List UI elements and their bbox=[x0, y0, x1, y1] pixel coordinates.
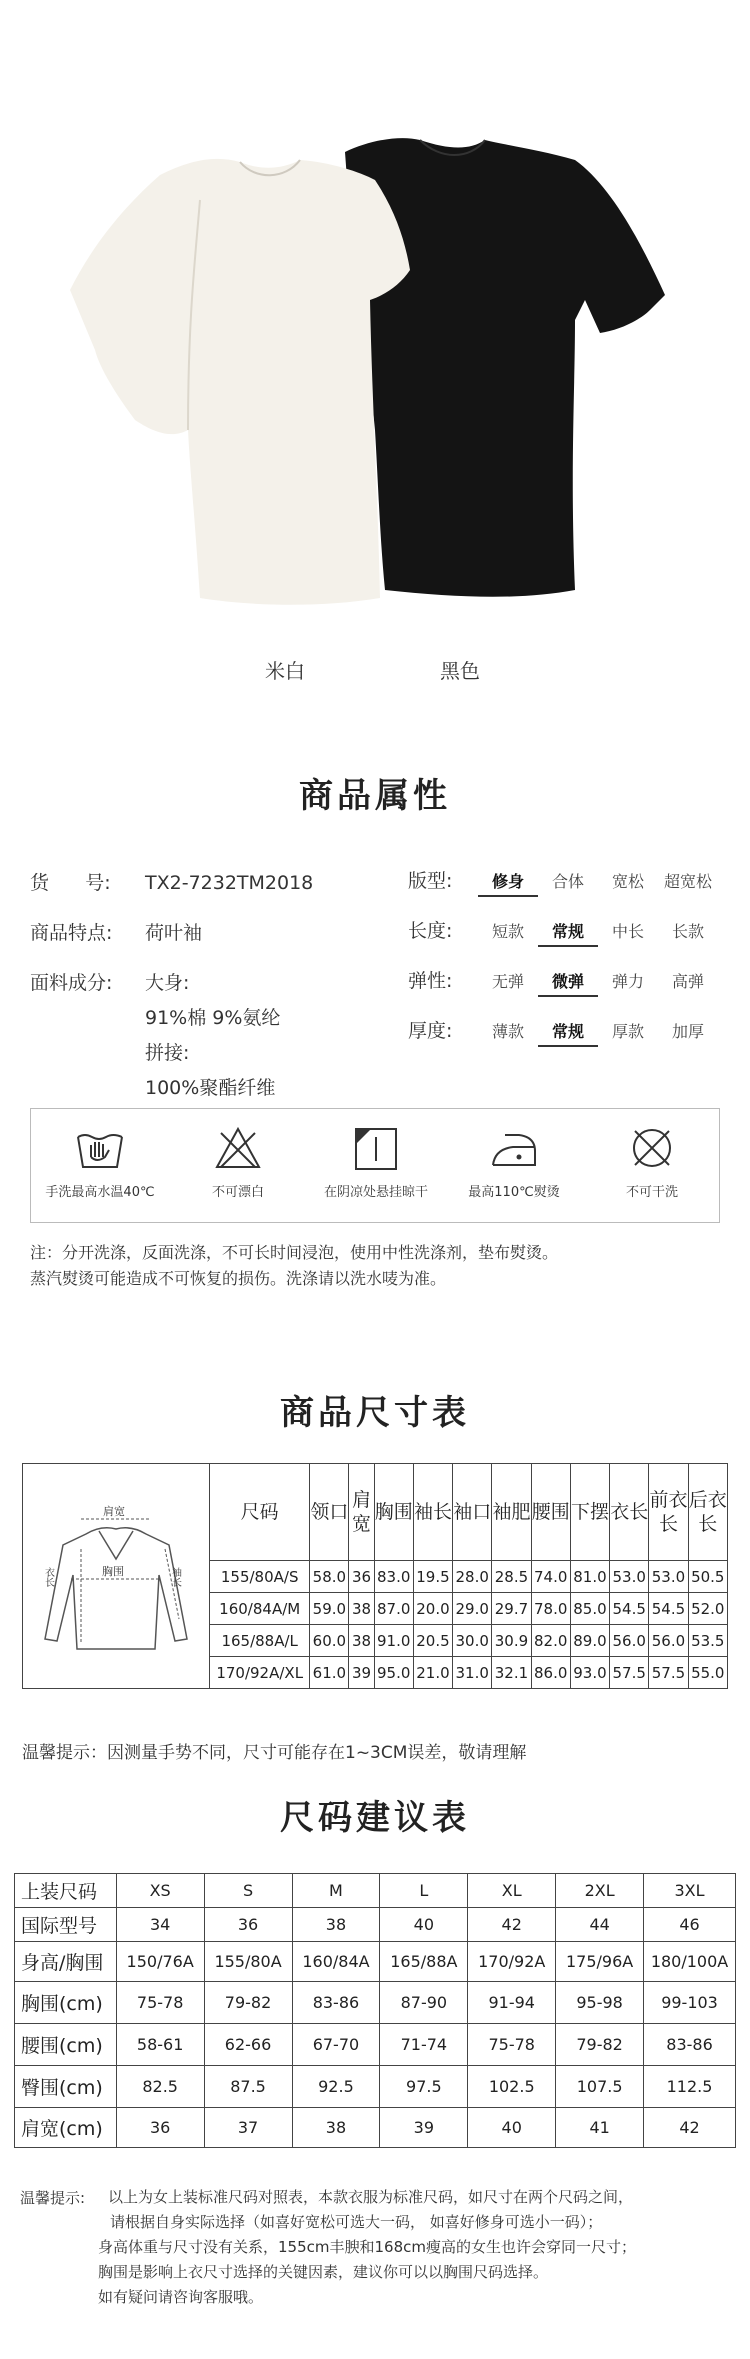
care-item bbox=[307, 1123, 445, 1200]
header-cell: 袖口 bbox=[453, 1464, 492, 1561]
cell: 36 bbox=[349, 1561, 374, 1593]
cell: 62-66 bbox=[204, 2024, 292, 2066]
cell: 175/96A bbox=[556, 1942, 644, 1982]
header-cell: 尺码 bbox=[210, 1464, 310, 1561]
cell: 95-98 bbox=[556, 1982, 644, 2024]
cell: 38 bbox=[349, 1625, 374, 1657]
no-dry-clean-icon bbox=[627, 1123, 677, 1173]
cell: 29.7 bbox=[492, 1593, 531, 1625]
cell: 150/76A bbox=[116, 1942, 204, 1982]
cell: 95.0 bbox=[374, 1657, 413, 1689]
tip-line: 身高体重与尺寸没有关系，155cm丰腴和168cm瘦高的女生也许会穿同一尺寸； bbox=[98, 2238, 636, 2256]
option-length: 长款 bbox=[671, 922, 704, 941]
cell: 36 bbox=[116, 2108, 204, 2148]
care-text: 在阴凉处悬挂晾干 bbox=[323, 1185, 428, 1200]
care-item bbox=[445, 1123, 583, 1200]
care-item bbox=[169, 1123, 307, 1200]
cell: 42 bbox=[644, 2108, 736, 2148]
cell: 56.0 bbox=[610, 1625, 649, 1657]
cell: 31.0 bbox=[453, 1657, 492, 1689]
care-item bbox=[31, 1123, 169, 1200]
no-bleach-icon bbox=[213, 1123, 263, 1173]
cell: 21.0 bbox=[413, 1657, 452, 1689]
cell: 102.5 bbox=[468, 2066, 556, 2108]
garment-diagram bbox=[23, 1464, 210, 1689]
cell: 112.5 bbox=[644, 2066, 736, 2108]
color-label-white: 米白 bbox=[265, 659, 305, 683]
option-fit: 修身 bbox=[478, 866, 538, 897]
cell: 38 bbox=[292, 2108, 380, 2148]
cell: 39 bbox=[349, 1657, 374, 1689]
cell: 78.0 bbox=[531, 1593, 570, 1625]
fabric-line: 100%聚酯纤维 bbox=[145, 1077, 276, 1099]
cell: 79-82 bbox=[556, 2024, 644, 2066]
care-text: 手洗最高水温40℃ bbox=[45, 1185, 155, 1200]
cell: 165/88A bbox=[380, 1942, 468, 1982]
diagram-label-chest: 胸围 bbox=[102, 1565, 125, 1578]
care-instructions-box bbox=[30, 1108, 720, 1223]
size-chart-tip: 温馨提示：因测量手势不同，尺寸可能存在1~3CM误差，敬请理解 bbox=[22, 1743, 527, 1763]
table-row bbox=[15, 1874, 736, 1908]
care-text: 最高110℃熨烫 bbox=[468, 1185, 560, 1200]
tip-line: 胸围是影响上衣尺寸选择的关键因素，建议你可以以胸围尺码选择。 bbox=[98, 2263, 549, 2281]
cell: 54.5 bbox=[610, 1593, 649, 1625]
attr-feature bbox=[30, 918, 202, 945]
cell: 92.5 bbox=[292, 2066, 380, 2108]
cell: 60.0 bbox=[310, 1625, 349, 1657]
attributes-title: 商品属性 bbox=[299, 776, 451, 816]
size-rec-tip bbox=[98, 2185, 636, 2310]
cell: 59.0 bbox=[310, 1593, 349, 1625]
cell: 32.1 bbox=[492, 1657, 531, 1689]
size-rec-title: 尺码建议表 bbox=[280, 1798, 470, 1838]
cell: 55.0 bbox=[688, 1657, 727, 1689]
cell: 87.5 bbox=[204, 2066, 292, 2108]
white-tshirt-image bbox=[70, 159, 410, 605]
cell: 19.5 bbox=[413, 1561, 452, 1593]
attr-value: 大身: bbox=[145, 972, 190, 994]
cell: 57.5 bbox=[610, 1657, 649, 1689]
attr-value: 荷叶袖 bbox=[145, 922, 203, 944]
cell: XS bbox=[116, 1874, 204, 1908]
option-fit: 宽松 bbox=[611, 872, 644, 891]
row-header: 肩宽(cm) bbox=[15, 2108, 117, 2148]
option-elastic: 弹力 bbox=[611, 972, 644, 991]
attr-label: 长度: bbox=[408, 920, 453, 942]
row-header: 国际型号 bbox=[15, 1908, 117, 1942]
cell: 97.5 bbox=[380, 2066, 468, 2108]
cell: 39 bbox=[380, 2108, 468, 2148]
iron-110-icon bbox=[489, 1123, 539, 1173]
diagram-label-sleeve: 袖长 bbox=[169, 1567, 181, 1587]
table-header-row bbox=[23, 1464, 728, 1561]
care-item bbox=[583, 1123, 721, 1200]
cell: 54.5 bbox=[649, 1593, 688, 1625]
cell: 75-78 bbox=[116, 1982, 204, 2024]
cell: 46 bbox=[644, 1908, 736, 1942]
table-row bbox=[15, 1982, 736, 2024]
care-note-line: 蒸汽熨烫可能造成不可恢复的损伤。洗涤请以洗水唛为准。 bbox=[30, 1269, 447, 1288]
cell: 67-70 bbox=[292, 2024, 380, 2066]
option-fit: 超宽松 bbox=[663, 872, 712, 891]
cell: 71-74 bbox=[380, 2024, 468, 2066]
cell: 53.0 bbox=[610, 1561, 649, 1593]
cell: 42 bbox=[468, 1908, 556, 1942]
option-thickness: 常规 bbox=[538, 1016, 598, 1047]
option-length: 常规 bbox=[538, 916, 598, 947]
cell: 87-90 bbox=[380, 1982, 468, 2024]
row-header: 身高/胸围 bbox=[15, 1942, 117, 1982]
care-note-line: 注：分开洗涤，反面洗涤，不可长时间浸泡，使用中性洗涤剂，垫布熨烫。 bbox=[30, 1243, 559, 1262]
cell: 79-82 bbox=[204, 1982, 292, 2024]
cell: 61.0 bbox=[310, 1657, 349, 1689]
attr-fabric bbox=[30, 968, 189, 995]
header-cell: 肩宽 bbox=[349, 1464, 374, 1561]
header-cell: 腰围 bbox=[531, 1464, 570, 1561]
attr-thickness bbox=[408, 1016, 718, 1047]
care-text: 不可漂白 bbox=[211, 1185, 264, 1200]
size-rec-tip-label: 温馨提示: bbox=[20, 2189, 86, 2207]
cell: M bbox=[292, 1874, 380, 1908]
size-chart-title: 商品尺寸表 bbox=[280, 1393, 470, 1433]
option-length: 中长 bbox=[611, 922, 644, 941]
option-length: 短款 bbox=[491, 922, 524, 941]
header-cell: 前衣长 bbox=[649, 1464, 688, 1561]
table-row bbox=[15, 2024, 736, 2066]
cell: 37 bbox=[204, 2108, 292, 2148]
row-header: 上装尺码 bbox=[15, 1874, 117, 1908]
cell: 40 bbox=[468, 2108, 556, 2148]
diagram-label-length: 衣长 bbox=[42, 1567, 54, 1587]
cell: 2XL bbox=[556, 1874, 644, 1908]
cell: 89.0 bbox=[570, 1625, 609, 1657]
attr-label: 货 号: bbox=[30, 872, 111, 894]
cell: 93.0 bbox=[570, 1657, 609, 1689]
product-photo bbox=[0, 0, 750, 640]
option-fit: 合体 bbox=[551, 872, 584, 891]
cell: 87.0 bbox=[374, 1593, 413, 1625]
row-header: 臀围(cm) bbox=[15, 2066, 117, 2108]
header-cell: 领口 bbox=[310, 1464, 349, 1561]
header-cell: 下摆 bbox=[570, 1464, 609, 1561]
cell: XL bbox=[468, 1874, 556, 1908]
attr-label: 弹性: bbox=[408, 970, 453, 992]
cell: 74.0 bbox=[531, 1561, 570, 1593]
tip-line: 如有疑问请咨询客服哦。 bbox=[98, 2288, 264, 2306]
attr-item-no bbox=[30, 868, 313, 895]
attr-label: 商品特点: bbox=[30, 922, 113, 944]
attr-fit bbox=[408, 866, 718, 897]
cell: 30.9 bbox=[492, 1625, 531, 1657]
cell: 86.0 bbox=[531, 1657, 570, 1689]
cell: 58-61 bbox=[116, 2024, 204, 2066]
header-cell: 衣长 bbox=[610, 1464, 649, 1561]
option-thickness: 加厚 bbox=[671, 1022, 704, 1041]
hand-wash-40-icon bbox=[75, 1123, 125, 1173]
size-rec-table bbox=[14, 1873, 736, 2148]
header-cell: 后衣长 bbox=[688, 1464, 727, 1561]
cell: 160/84A bbox=[292, 1942, 380, 1982]
option-elastic: 高弹 bbox=[671, 972, 704, 991]
option-elastic: 微弹 bbox=[538, 966, 598, 997]
header-cell: 胸围 bbox=[374, 1464, 413, 1561]
cell: 99-103 bbox=[644, 1982, 736, 2024]
fabric-line: 91%棉 9%氨纶 bbox=[145, 1007, 281, 1029]
option-thickness: 厚款 bbox=[611, 1022, 644, 1041]
cell: S bbox=[204, 1874, 292, 1908]
cell: 82.0 bbox=[531, 1625, 570, 1657]
cell: L bbox=[380, 1874, 468, 1908]
cell: 56.0 bbox=[649, 1625, 688, 1657]
cell: 91-94 bbox=[468, 1982, 556, 2024]
header-cell: 袖肥 bbox=[492, 1464, 531, 1561]
option-thickness: 薄款 bbox=[491, 1022, 524, 1041]
table-row bbox=[15, 2066, 736, 2108]
option-elastic: 无弹 bbox=[491, 972, 524, 991]
size-chart-table bbox=[22, 1463, 728, 1689]
cell: 75-78 bbox=[468, 2024, 556, 2066]
cell: 91.0 bbox=[374, 1625, 413, 1657]
cell: 83.0 bbox=[374, 1561, 413, 1593]
cell: 3XL bbox=[644, 1874, 736, 1908]
cell: 38 bbox=[292, 1908, 380, 1942]
attr-label: 版型: bbox=[408, 870, 453, 892]
cell: 38 bbox=[349, 1593, 374, 1625]
diagram-label-shoulder: 肩宽 bbox=[103, 1505, 126, 1518]
cell: 170/92A/XL bbox=[210, 1657, 310, 1689]
attr-length bbox=[408, 916, 718, 947]
cell: 82.5 bbox=[116, 2066, 204, 2108]
care-text: 不可干洗 bbox=[625, 1185, 678, 1200]
cell: 155/80A bbox=[204, 1942, 292, 1982]
cell: 34 bbox=[116, 1908, 204, 1942]
cell: 83-86 bbox=[644, 2024, 736, 2066]
cell: 53.5 bbox=[688, 1625, 727, 1657]
cell: 20.5 bbox=[413, 1625, 452, 1657]
table-row bbox=[15, 1908, 736, 1942]
cell: 29.0 bbox=[453, 1593, 492, 1625]
cell: 28.5 bbox=[492, 1561, 531, 1593]
cell: 20.0 bbox=[413, 1593, 452, 1625]
cell: 41 bbox=[556, 2108, 644, 2148]
cell: 160/84A/M bbox=[210, 1593, 310, 1625]
table-row bbox=[15, 1942, 736, 1982]
black-tshirt-image bbox=[345, 138, 665, 597]
cell: 81.0 bbox=[570, 1561, 609, 1593]
cell: 50.5 bbox=[688, 1561, 727, 1593]
cell: 107.5 bbox=[556, 2066, 644, 2108]
cell: 180/100A bbox=[644, 1942, 736, 1982]
table-row bbox=[15, 2108, 736, 2148]
cell: 36 bbox=[204, 1908, 292, 1942]
cell: 165/88A/L bbox=[210, 1625, 310, 1657]
line-dry-shade-icon bbox=[351, 1123, 401, 1173]
tip-line: 以上为女上装标准尺码对照表，本款衣服为标准尺码，如尺寸在两个尺码之间， bbox=[108, 2188, 634, 2206]
cell: 58.0 bbox=[310, 1561, 349, 1593]
header-cell: 袖长 bbox=[413, 1464, 452, 1561]
attr-elastic bbox=[408, 966, 718, 997]
cell: 28.0 bbox=[453, 1561, 492, 1593]
color-label-black: 黑色 bbox=[440, 659, 480, 683]
row-header: 腰围(cm) bbox=[15, 2024, 117, 2066]
cell: 83-86 bbox=[292, 1982, 380, 2024]
cell: 57.5 bbox=[649, 1657, 688, 1689]
cell: 85.0 bbox=[570, 1593, 609, 1625]
cell: 53.0 bbox=[649, 1561, 688, 1593]
attr-value: TX2-7232TM2018 bbox=[145, 872, 314, 894]
cell: 170/92A bbox=[468, 1942, 556, 1982]
cell: 155/80A/S bbox=[210, 1561, 310, 1593]
cell: 40 bbox=[380, 1908, 468, 1942]
row-header: 胸围(cm) bbox=[15, 1982, 117, 2024]
garment-diagram-icon bbox=[41, 1489, 191, 1659]
attr-label: 面料成分: bbox=[30, 972, 113, 994]
attr-label: 厚度: bbox=[408, 1020, 453, 1042]
cell: 30.0 bbox=[453, 1625, 492, 1657]
cell: 52.0 bbox=[688, 1593, 727, 1625]
tip-line: 请根据自身实际选择（如喜好宽松可选大一码， 如喜好修身可选小一码）； bbox=[110, 2213, 603, 2231]
cell: 44 bbox=[556, 1908, 644, 1942]
fabric-line: 拼接: bbox=[145, 1042, 190, 1064]
